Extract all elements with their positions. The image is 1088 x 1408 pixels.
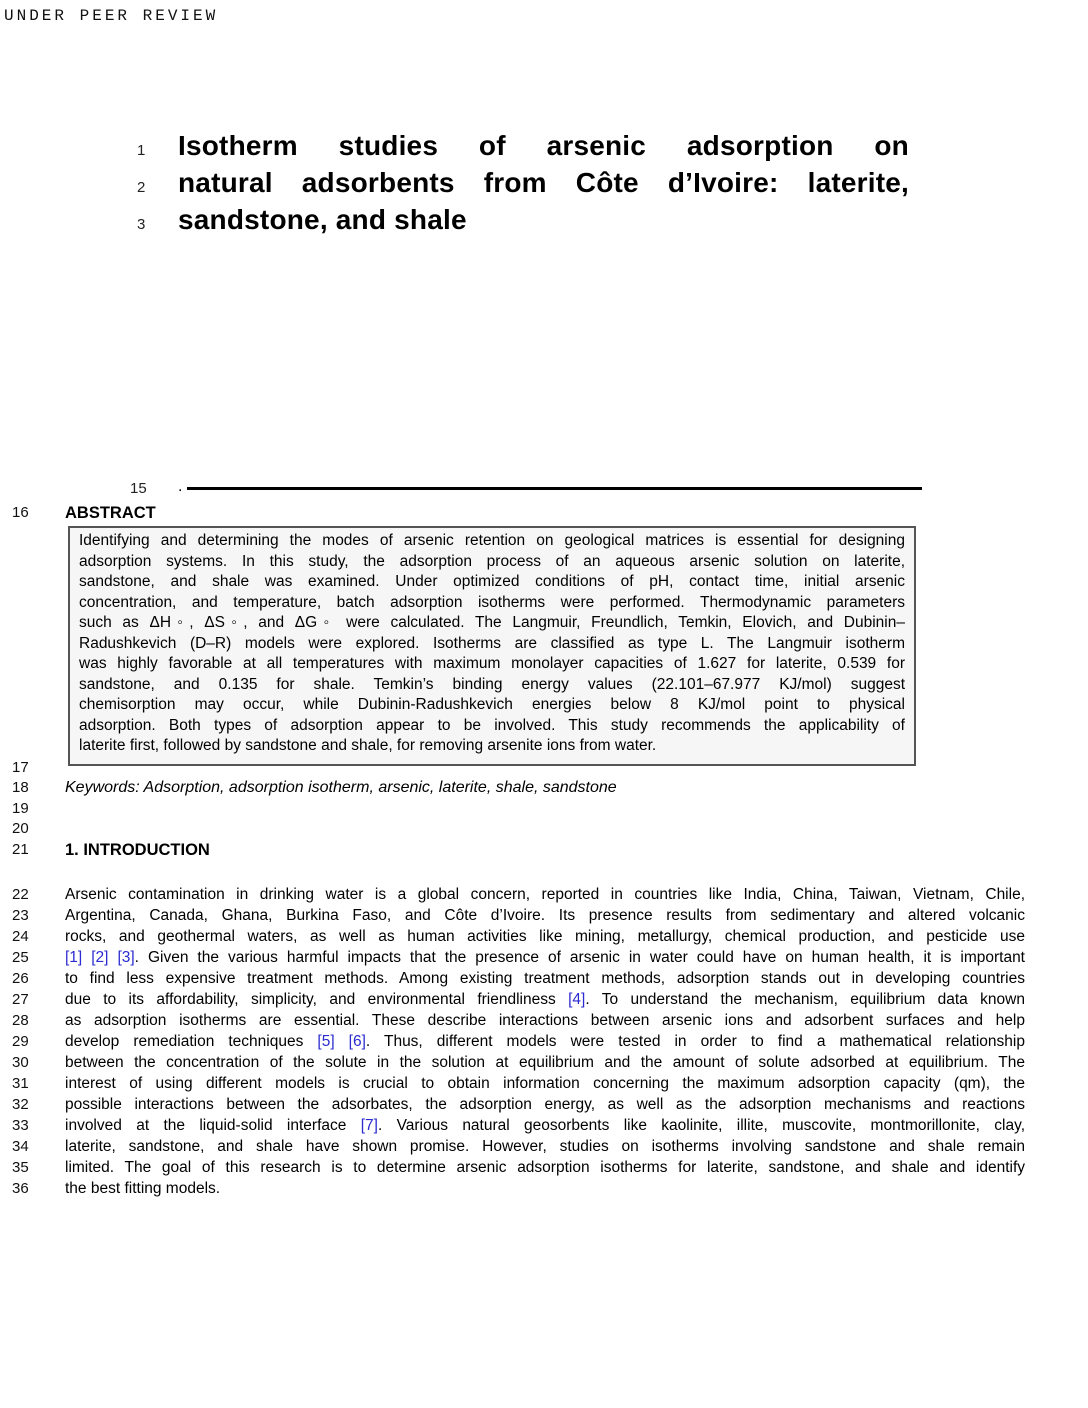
line-number: 32 — [12, 1096, 29, 1113]
paragraph-line-row — [0, 1073, 1088, 1094]
line-number: 16 — [12, 504, 29, 521]
line-number: 24 — [12, 928, 29, 945]
line-number: 2 — [137, 179, 146, 196]
paper-title-line: natural adsorbents from Côte d’Ivoire: laterite, — [178, 167, 909, 198]
abstract-line: adsorption. Both types of adsorption appear to be involved. This study recommends the applicability of — [79, 716, 905, 734]
citation-marker: [4] — [568, 991, 586, 1008]
paragraph-line-row — [0, 1136, 1088, 1157]
paragraph-line-row — [0, 1031, 1088, 1052]
keywords: Keywords: Adsorption, adsorption isotherm, arsenic, laterite, shale, sandstone — [65, 779, 617, 796]
empty-line-row — [0, 819, 1088, 839]
review-banner: UNDER PEER REVIEW — [4, 7, 219, 25]
paper-title-line: Isotherm studies of arsenic adsorption on — [178, 130, 909, 161]
paragraph-line-row — [0, 1010, 1088, 1031]
empty-line-row — [0, 758, 1088, 778]
paragraph-line-row — [0, 989, 1088, 1010]
abstract-line: laterite first, followed by sandstone and shale, for removing arsenite ions from water. — [79, 737, 657, 754]
paragraph-line-row — [0, 1052, 1088, 1073]
paragraph-line: as adsorption isotherms are essential. These describe interactions between arsenic ions and adsorbent surfaces and help — [65, 1012, 1025, 1029]
paragraph-line: to find less expensive treatment methods. Among existing treatment methods, adsorption stands out in developing countries — [65, 970, 1025, 987]
paper-title-line: sandstone, and shale — [178, 204, 467, 235]
paragraph-line: Arsenic contamination in drinking water is a global concern, reported in countries like India, China, Taiwan, Vietnam, Chile, — [65, 886, 1025, 903]
paragraph-line: develop remediation techniques [5] [6]. Thus, different models were tested in order to find a mathematical relationship — [65, 1033, 1025, 1050]
title-row — [137, 127, 909, 164]
abstract-line: adsorption systems. In this study, the adsorption process of an aqueous arsenic solution on laterite, — [79, 552, 905, 570]
paragraph-line-row — [0, 1157, 1088, 1178]
line-number: 27 — [12, 991, 29, 1008]
paragraph-line: the best fitting models. — [65, 1180, 221, 1197]
abstract-line: was highly favorable at all temperatures with maximum monolayer capacities of 1.627 for laterite, 0.539 for — [79, 655, 905, 672]
line-number: 1 — [137, 142, 146, 159]
abstract-heading: ABSTRACT — [65, 504, 156, 522]
paragraph-line-row — [0, 1115, 1088, 1136]
paragraph-line: interest of using different models is crucial to obtain information concerning the maximum adsorption capacity (qm), the — [65, 1075, 1025, 1092]
line-number: 20 — [12, 820, 29, 837]
citation-marker: [6] — [348, 1033, 366, 1050]
abstract-line: Radushkevich (D–R) models were explored. Isotherms are classified as type L. The Langmuir isotherm — [79, 634, 905, 652]
line-number: 3 — [137, 216, 146, 233]
paragraph-line: possible interactions between the adsorbates, the adsorption energy, as well as the adsorption mechanisms and reactions — [65, 1096, 1025, 1113]
rule-prefix-dot: . — [178, 478, 183, 495]
line-number: 18 — [12, 779, 29, 796]
citation-marker: [5] — [317, 1033, 335, 1050]
paragraph-line: Argentina, Canada, Ghana, Burkina Faso, and Côte d’Ivoire. Its presence results from sedimentary and altered volcanic — [65, 907, 1025, 924]
line-number: 29 — [12, 1033, 29, 1050]
introduction-heading-row — [0, 840, 1088, 860]
line-number: 31 — [12, 1075, 29, 1092]
paragraph-line-row — [0, 1178, 1088, 1199]
citation-marker: [3] — [117, 949, 135, 966]
line-number: 21 — [12, 841, 29, 858]
abstract-line: chemisorption may occur, while Dubinin-Radushkevich energies below 8 KJ/mol point to physical — [79, 696, 905, 713]
line-number: 35 — [12, 1159, 29, 1176]
line-number: 34 — [12, 1138, 29, 1155]
citation-marker: [1] — [65, 949, 83, 966]
title-row — [137, 164, 909, 201]
paragraph-line: [1] [2] [3]. Given the various harmful impacts that the presence of arsenic in water could have on human health, it is important — [65, 949, 1025, 966]
citation-marker: [7] — [360, 1117, 378, 1134]
paragraph-line-row — [0, 905, 1088, 926]
abstract-line: Identifying and determining the modes of arsenic retention on geological matrices is essential for designing — [79, 532, 905, 549]
paragraph-line-row — [0, 926, 1088, 947]
line-number: 26 — [12, 970, 29, 987]
line-number: 19 — [12, 800, 29, 817]
paragraph-line: rocks, and geothermal waters, as well as human activities like mining, metallurgy, chemical production, and pesticide use — [65, 928, 1025, 945]
abstract-line: sandstone, and 0.135 for shale. Temkin’s binding energy values (22.101–67.977 KJ/mol) suggest — [79, 675, 905, 693]
empty-line-row — [0, 799, 1088, 819]
paragraph-line: laterite, sandstone, and shale have shown promise. However, studies on isotherms involving sandstone and shale remain — [65, 1138, 1025, 1155]
citation-marker: [2] — [91, 949, 109, 966]
line-number: 17 — [12, 759, 29, 776]
paragraph-line: due to its affordability, simplicity, and environmental friendliness [4]. To understand the mechanism, equilibrium data known — [65, 991, 1025, 1008]
abstract-line: concentration, and temperature, batch adsorption isotherms were performed. Thermodynamic parameters — [79, 593, 905, 611]
paragraph-line: between the concentration of the solute in the solution at equilibrium and the amount of solute adsorbed at equilibrium. The — [65, 1054, 1025, 1071]
line-number: 23 — [12, 907, 29, 924]
abstract-line: such as ΔH◦, ΔS◦, and ΔG◦ were calculated. The Langmuir, Freundlich, Temkin, Elovich, and Dubinin– — [79, 614, 905, 631]
paper-title — [137, 127, 909, 238]
paragraph-line: limited. The goal of this research is to determine arsenic adsorption isotherms for laterite, sandstone, and shale and identify — [65, 1159, 1025, 1176]
introduction-paragraph — [0, 884, 1088, 1199]
abstract-box — [68, 526, 916, 766]
keywords-row — [0, 778, 1088, 798]
abstract-line: sandstone, and shale was examined. Under optimized conditions of pH, contact time, initial arsenic — [79, 573, 905, 590]
title-row — [137, 201, 909, 238]
line-number: 33 — [12, 1117, 29, 1134]
introduction-heading: 1. INTRODUCTION — [65, 841, 210, 859]
abstract-row — [0, 526, 1088, 766]
paragraph-line: involved at the liquid-solid interface [7]. Various natural geosorbents like kaolinite, illite, muscovite, montmorillonite, clay, — [65, 1117, 1026, 1134]
paragraph-line-row — [0, 968, 1088, 989]
paragraph-line-row — [0, 884, 1088, 905]
line-number: 36 — [12, 1180, 29, 1197]
line-number: 28 — [12, 1012, 29, 1029]
section-rule-row — [130, 478, 922, 498]
line-number: 25 — [12, 949, 29, 966]
section-rule — [187, 487, 922, 490]
paragraph-line-row — [0, 947, 1088, 968]
line-number: 22 — [12, 886, 29, 903]
line-number: 30 — [12, 1054, 29, 1071]
paragraph-line-row — [0, 1094, 1088, 1115]
line-number: 15 — [130, 480, 147, 497]
abstract-heading-row — [0, 503, 1088, 523]
